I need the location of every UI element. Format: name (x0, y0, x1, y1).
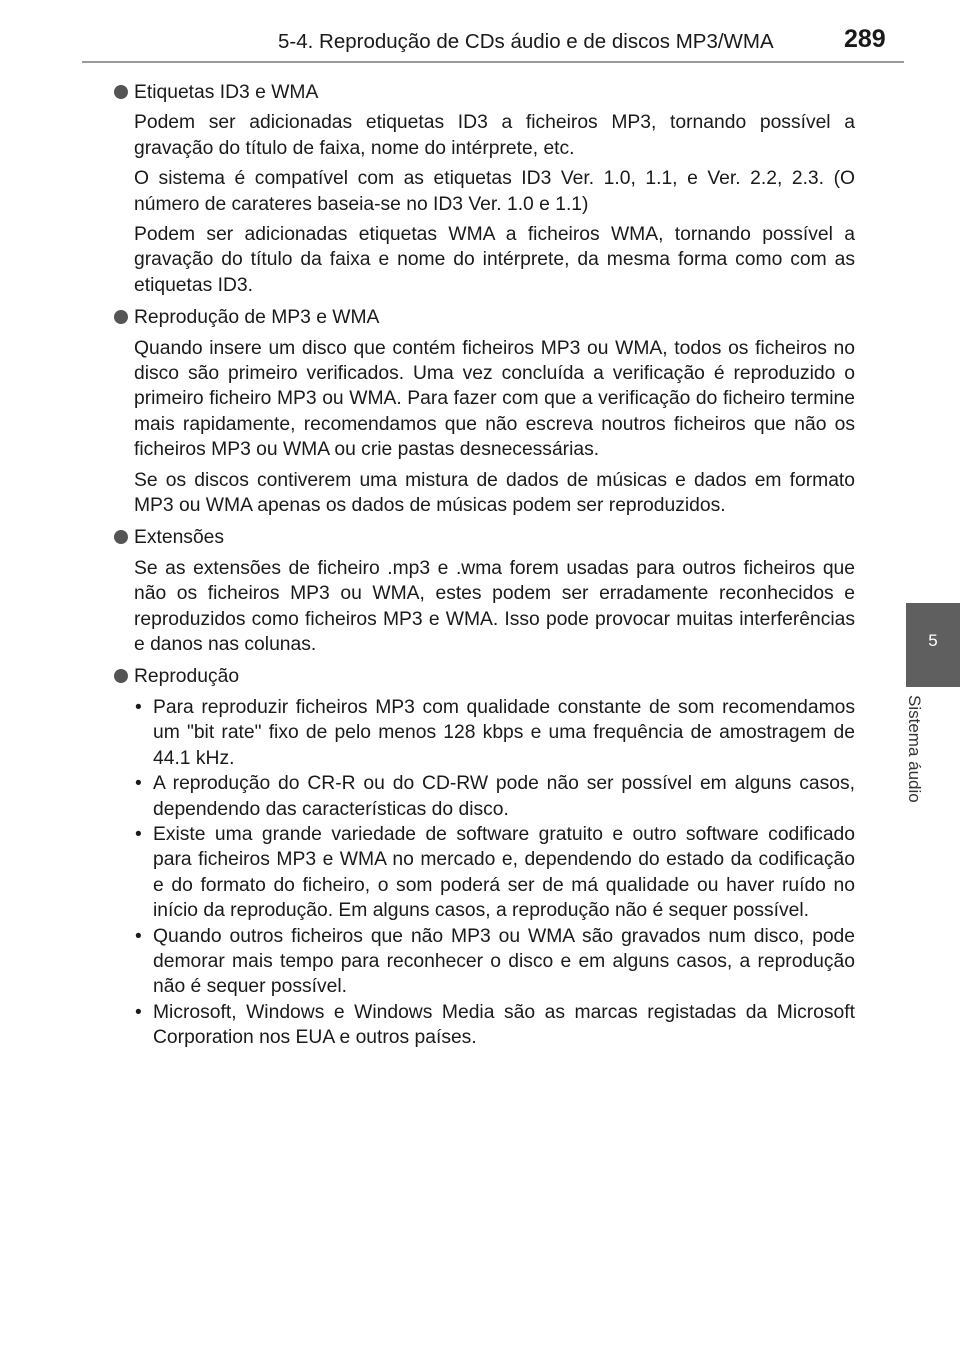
page-body (113, 80, 855, 1058)
bullet-circle-icon (114, 310, 128, 324)
bullet-circle-icon (114, 669, 128, 683)
chapter-label (905, 695, 940, 835)
paragraph: Podem ser adicionadas etiquetas WMA a ficheiros WMA, tornando possível a gravação do título da faixa e nome do intérprete, da mesma forma como com as etiquetas ID3. (134, 224, 855, 296)
bullet-icon: • (135, 823, 142, 845)
bullet-icon: • (135, 1001, 142, 1023)
bullet-icon: • (135, 696, 142, 718)
header-divider (82, 61, 904, 63)
bullet-circle-icon (114, 85, 128, 99)
list-item (134, 924, 855, 1000)
section-title: 5-4. Reprodução de CDs áudio e de discos MP3/WMA (278, 30, 774, 53)
list-item (134, 822, 855, 924)
list-item (134, 771, 855, 822)
bullet-icon: • (135, 773, 142, 795)
section-playback (113, 664, 855, 1050)
chapter-tab (906, 603, 960, 687)
list-item-text: Existe uma grande variedade de software gratuito e outro software codificado para ficheiros MP3 e WMA no mercado e, dependendo do estado da codificação e do formato do ficheiro, o som poderá ser de má qualidade ou haver ruído no início da reprodução. Em alguns casos, a reprodução não é sequer possível. (153, 823, 855, 922)
section-mp3-wma-playback (113, 305, 855, 518)
bullet-icon: • (135, 925, 142, 947)
section-heading (113, 80, 855, 105)
paragraph: O sistema é compatível com as etiquetas ID3 Ver. 1.0, 1.1, e Ver. 2.2, 2.3. (O número de carateres baseia-se no ID3 Ver. 1.0 e 1.1) (134, 168, 855, 215)
section-heading-text: Extensões (134, 527, 225, 549)
section-heading-text: Reprodução (134, 666, 240, 688)
section-heading (113, 305, 855, 330)
page-number: 289 (844, 25, 886, 53)
list-item-text: Quando outros ficheiros que não MP3 ou WMA são gravados num disco, pode demorar mais tempo para reconhecer o disco e em alguns casos, a reprodução não é sequer possível. (153, 925, 855, 998)
paragraph: Se os discos contiverem uma mistura de dados de músicas e dados em formato MP3 ou WMA apenas os dados de músicas podem ser reproduzidos. (134, 469, 855, 517)
section-heading-text: Etiquetas ID3 e WMA (134, 82, 319, 103)
paragraph: Se as extensões de ficheiro .mp3 e .wma forem usadas para outros ficheiros que não os ficheiros MP3 ou WMA, estes podem ser erradamente reconhecidos e reproduzidos como ficheiros MP3 e WMA. Isso pode provocar muitas interferências e danos nas colunas. (134, 557, 855, 656)
list-item (134, 1000, 855, 1051)
chapter-number: 5 (928, 631, 938, 650)
section-heading (113, 664, 855, 689)
bullet-circle-icon (114, 530, 128, 544)
page-header (0, 0, 960, 62)
paragraph: Podem ser adicionadas etiquetas ID3 a ficheiros MP3, tornando possível a gravação do título de faixa, nome do intérprete, etc. (134, 112, 855, 159)
chapter-label-text: Sistema áudio (905, 695, 924, 803)
section-heading (113, 525, 855, 550)
list-item-text: Para reproduzir ficheiros MP3 com qualidade constante de som recomendamos um "bit rate" fixo de pelo menos 128 kbps e uma frequência de amostragem de 44.1 kHz. (153, 696, 855, 769)
paragraph: Quando insere um disco que contém ficheiros MP3 ou WMA, todos os ficheiros no disco são primeiro verificados. Uma vez concluída a verificação é reproduzido o primeiro ficheiro MP3 ou WMA. Para fazer com que a verificação do ficheiro termine mais rapidamente, recomendamos que não escreva noutros ficheiros que não os ficheiros MP3 ou WMA ou crie pastas desnecessárias. (134, 337, 855, 461)
section-heading-text: Reprodução de MP3 e WMA (134, 307, 380, 329)
section-id3-wma (113, 80, 855, 298)
list-item-text: Microsoft, Windows e Windows Media são as marcas registadas da Microsoft Corporation nos EUA e outros países. (153, 1001, 855, 1049)
list-item (134, 695, 855, 771)
bullet-list (134, 695, 855, 1051)
list-item-text: A reprodução do CR-R ou do CD-RW pode não ser possível em alguns casos, dependendo das características do disco. (153, 773, 855, 820)
section-extensions (113, 525, 855, 657)
